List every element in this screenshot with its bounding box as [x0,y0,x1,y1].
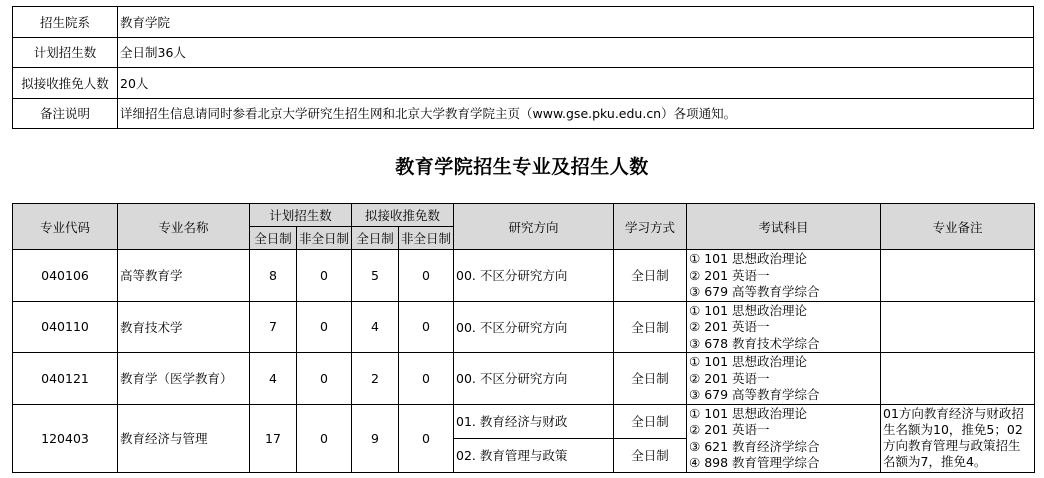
info-row [13,98,1034,129]
exam-subject: ③ 679 高等教育学综合 [689,284,820,299]
plan-part-time: 0 [297,404,352,472]
major-code: 040106 [13,250,118,302]
major-code: 120403 [13,404,118,472]
plan-full-time: 8 [250,250,297,302]
header-code: 专业代码 [13,204,118,250]
rec-full-time: 2 [352,353,399,405]
major-remark [881,250,1035,302]
exam-subject: ③ 678 教育技术学综合 [689,335,820,351]
exam-subject: ① 101 思想政治理论 [689,405,808,421]
header-recommend: 拟接收推免数 [352,204,454,227]
study-mode: 全日制 [614,438,687,472]
rec-part-time: 0 [399,301,454,353]
header-plan: 计划招生数 [250,204,352,227]
header-rec-full-time: 全日制 [352,227,399,250]
exam-subject: ③ 679 高等教育学综合 [689,387,820,402]
exam-subjects [687,404,881,472]
info-value: 20人 [118,68,1034,99]
rec-part-time: 0 [399,404,454,472]
header-plan-part-time: 非全日制 [297,227,352,250]
research-direction: 00. 不区分研究方向 [454,250,614,302]
plan-part-time: 0 [297,250,352,302]
plan-full-time: 4 [250,353,297,405]
study-mode: 全日制 [614,301,687,353]
major-name: 高等教育学 [118,250,250,302]
enrollment-info-table [12,6,1034,129]
section-title: 教育学院招生专业及招生人数 [395,156,649,178]
info-label: 招生院系 [13,7,118,38]
plan-full-time: 17 [250,404,297,472]
exam-subject: ② 201 英语一 [689,422,770,437]
header-rec-part-time: 非全日制 [399,227,454,250]
rec-part-time: 0 [399,250,454,302]
info-row [13,37,1034,68]
info-label: 计划招生数 [13,37,118,68]
exam-subjects [687,250,881,302]
study-mode: 全日制 [614,353,687,405]
rec-part-time: 0 [399,353,454,405]
major-remark [881,353,1035,405]
research-direction: 00. 不区分研究方向 [454,353,614,405]
exam-subject: ② 201 英语一 [689,267,770,283]
info-value: 教育学院 [118,7,1034,38]
table-row [13,301,1035,353]
study-mode: 全日制 [614,404,687,438]
info-value: 详细招生信息请同时参看北京大学研究生招生网和北京大学教育学院主页（www.gse.pku.edu.cn）各项通知。 [118,98,1034,129]
study-mode: 全日制 [614,250,687,302]
exam-subject: ① 101 思想政治理论 [689,302,808,318]
header-study-mode: 学习方式 [614,204,687,250]
info-label: 拟接收推免人数 [13,68,118,99]
header-plan-full-time: 全日制 [250,227,297,250]
exam-subject: ④ 898 教育管理学综合 [689,455,820,470]
major-code: 040110 [13,301,118,353]
exam-subject: ① 101 思想政治理论 [689,251,808,266]
exam-subject: ③ 621 教育经济学综合 [689,438,820,454]
header-name: 专业名称 [118,204,250,250]
majors-table [12,203,1035,473]
exam-subjects [687,301,881,353]
table-row [13,404,1035,438]
info-row [13,68,1034,99]
table-row [13,353,1035,405]
info-value: 全日制36人 [118,37,1034,68]
research-direction: 01. 教育经济与财政 [454,404,614,438]
exam-subject: ② 201 英语一 [689,370,770,386]
info-row [13,7,1034,38]
header-remark: 专业备注 [881,204,1035,250]
major-remark: 01方向教育经济与财政招生名额为10，推免5；02方向教育管理与政策招生名额为7，推免4。 [881,404,1035,472]
plan-full-time: 7 [250,301,297,353]
header-exam: 考试科目 [687,204,881,250]
rec-full-time: 9 [352,404,399,472]
major-remark [881,301,1035,353]
info-label: 备注说明 [13,98,118,129]
plan-part-time: 0 [297,353,352,405]
rec-full-time: 5 [352,250,399,302]
plan-part-time: 0 [297,301,352,353]
major-code: 040121 [13,353,118,405]
exam-subject: ① 101 思想政治理论 [689,354,808,369]
major-name: 教育技术学 [118,301,250,353]
major-name: 教育经济与管理 [118,404,250,472]
rec-full-time: 4 [352,301,399,353]
research-direction: 00. 不区分研究方向 [454,301,614,353]
header-direction: 研究方向 [454,204,614,250]
table-row [13,250,1035,302]
research-direction: 02. 教育管理与政策 [454,438,614,472]
exam-subject: ② 201 英语一 [689,319,770,334]
exam-subjects [687,353,881,405]
header-row [13,204,1035,227]
major-name: 教育学（医学教育） [118,353,250,405]
